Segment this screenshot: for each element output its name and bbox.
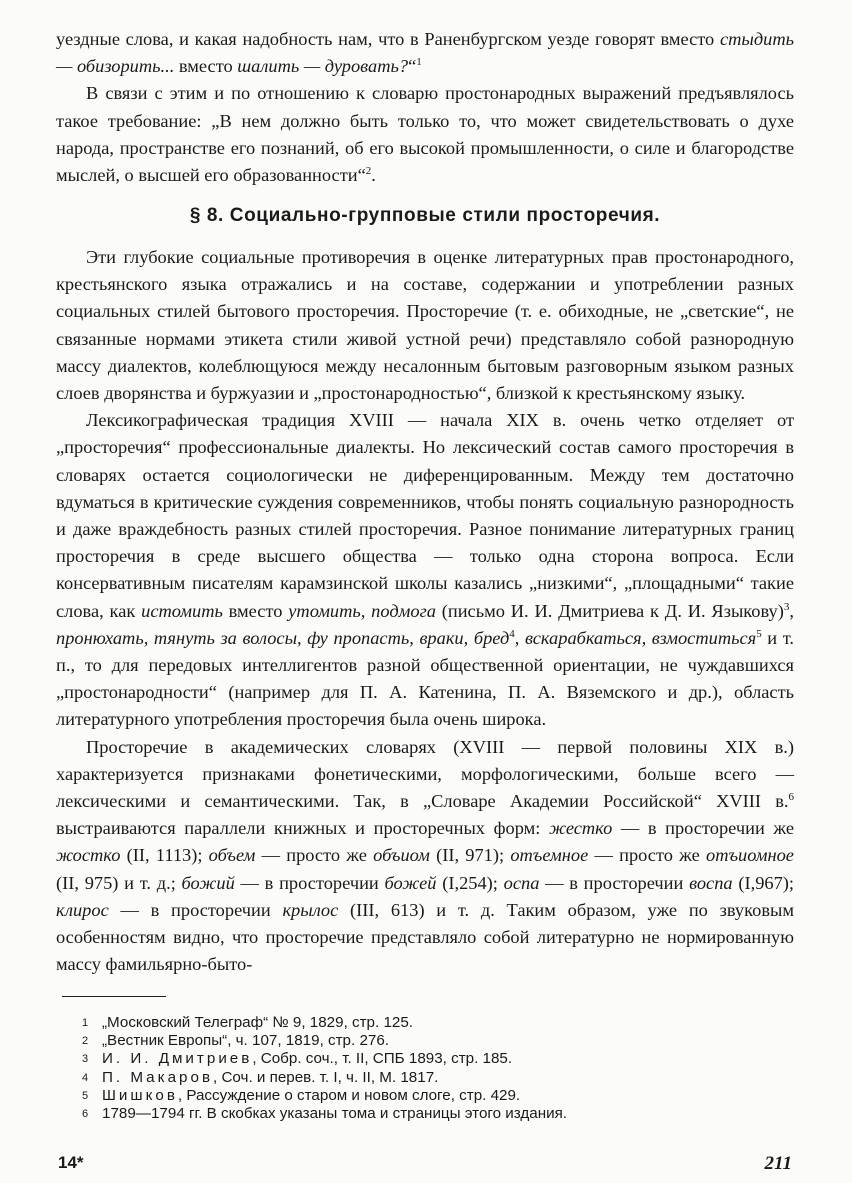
text-run: выстраиваются параллели книжных и просторечных форм: xyxy=(56,818,549,839)
footnote-number: 2 xyxy=(82,1035,89,1048)
text-run: вместо xyxy=(222,600,289,621)
footnote-text: , Соч. и перев. т. I, ч. II, М. 1817. xyxy=(213,1068,439,1086)
text-run: (II, 971); xyxy=(429,845,511,866)
paragraph-continuation xyxy=(56,26,794,80)
text-run: (II, 975) и т. д.; xyxy=(56,872,182,893)
text-run: (письмо И. И. Дмитриева к Д. И. Языкову) xyxy=(435,600,784,621)
text-run: , xyxy=(514,627,525,648)
page-number: 211 xyxy=(764,1153,792,1174)
footnote xyxy=(82,1050,782,1068)
paragraph-lexicographic-tradition xyxy=(56,407,794,733)
text-run: (II, 1113); xyxy=(120,845,209,866)
footnote-number: 6 xyxy=(82,1108,89,1121)
italic-word: крылос xyxy=(282,899,339,920)
printer-signature: 14* xyxy=(58,1153,84,1172)
footnote xyxy=(82,1105,782,1123)
text-run: (I,967); xyxy=(732,872,795,893)
italic-word: оспа xyxy=(503,872,540,893)
text-run: Лексикографическая традиция XVIII — начала XIX в. очень четко отделяет от „просторечия“ профессиональные диалекты. Но лексический состав самого просторечия в словарях остается социологически не диференцированным. Между тем достаточно вдуматься в критические суждения современников, чтобы понять социальную разнородность и даже враждебность разных стилей просторечия. Разное понимание литературных границ просторечия в среде высшего общества — только одна сторона вопроса. Если консервативным писателям карамзинской школы казались „низкими“, „площадными“ такие слова, как xyxy=(56,410,794,621)
italic-word: пронюхать, тянуть за волосы, фу пропасть, враки, бред xyxy=(56,627,510,648)
paragraph-academic-dictionaries xyxy=(56,734,794,979)
footnote-number: 5 xyxy=(82,1089,89,1102)
italic-word: божей xyxy=(384,872,437,893)
text-run: “ xyxy=(408,56,417,77)
text-run: — в просторечии xyxy=(108,899,283,920)
footnote-number: 1 xyxy=(82,1017,89,1029)
footnote-ref: 3 xyxy=(783,600,790,613)
text-run: В связи с этим и по отношению к словарю простонародных выражений предъявлялось такое требование: „В нем должно быть только то, что может свидетельствовать о духе народа, пространстве его познаний, об его высокой промышленности, о силе и благородстве мыслей, о высшей его образованности“ xyxy=(56,83,794,186)
italic-word: жостко xyxy=(56,845,121,866)
footnote xyxy=(82,1014,782,1032)
text-run: (III, 613) и т. д. Таким образом, уже по звуковым особенностям видно, что просторечие представляло собой литературно не нормированную массу фамильярно-быто- xyxy=(56,899,794,975)
footnote-author: И. И. Дмитриев xyxy=(102,1050,253,1068)
footnote-text: , Собр. соч., т. II, СПБ 1893, стр. 185. xyxy=(252,1050,513,1068)
text-run: . xyxy=(371,165,376,186)
footnote-ref: 5 xyxy=(756,627,762,640)
paragraph-requirement xyxy=(56,80,794,189)
text-run: вместо xyxy=(174,56,238,77)
text-run: уездные слова, и какая надобность нам, что в Раненбургском уезде говорят вместо xyxy=(56,29,720,49)
footnote xyxy=(82,1032,782,1050)
footnote xyxy=(82,1069,782,1087)
footnote-ref: 2 xyxy=(365,164,372,177)
text-run: — в просторечии же xyxy=(612,818,794,839)
text-run: — просто же xyxy=(588,845,707,866)
italic-word: вскарабкаться, взмоститься xyxy=(525,627,757,648)
text-run: — просто же xyxy=(255,845,374,866)
italic-word: шалить — дуровать? xyxy=(237,56,409,77)
italic-word: утомить, подмога xyxy=(288,600,436,621)
footnote-ref: 4 xyxy=(509,627,515,640)
footnotes xyxy=(82,1014,782,1123)
footnote-ref: 1 xyxy=(416,56,422,69)
italic-word: воспа xyxy=(689,872,733,893)
paragraph-social-contradictions: Эти глубокие социальные противоречия в оценке литературных прав простонародного, крестьянского языка отражались и на составе, содержании и употреблении разных социальных стилей бытового просторечия. Просторечие (т. е. обиходные, не „светские“, не связанные нормами этикета стили живой устной речи) представляло собой разнородную массу диалектов, колеблющуюся между несалонным бытовым разговорным языком разных слоев дворянства и буржуазии и „простонародностью“, близкой к крестьянскому языку. xyxy=(56,247,794,404)
italic-word: жестко xyxy=(548,818,613,839)
italic-word: объем xyxy=(208,845,256,866)
italic-word: стыдить — обизорить... xyxy=(56,29,794,77)
text-block-main xyxy=(56,244,794,978)
italic-word: отъемное xyxy=(510,845,589,866)
footnote-ref: 6 xyxy=(788,790,794,803)
italic-word: божий xyxy=(181,872,235,893)
footnote-divider xyxy=(62,996,166,997)
text-run: (I,254); xyxy=(436,872,504,893)
footnote-number: 4 xyxy=(82,1071,89,1084)
footnote-text: „Московский Телеграф“ № 9, 1829, стр. 125. xyxy=(102,1014,414,1031)
footnote-text: 1789—1794 гг. В скобках указаны тома и страницы этого издания. xyxy=(102,1105,568,1123)
italic-word: отъиомное xyxy=(706,845,794,866)
italic-word: истомить xyxy=(141,600,223,621)
text-run: и т. п., то для передовых интеллигентов разной общественной ориентации, не чуждавшихся „простонародности“ (например для П. А. Катенина, П. А. Вяземского и др.), область литературного употребления просторечия была очень широка. xyxy=(56,627,794,730)
text-run: , xyxy=(789,600,794,621)
text-run: — в просторечии xyxy=(539,872,690,893)
text-block-top xyxy=(56,26,794,189)
italic-word: объиом xyxy=(373,845,430,866)
text-run: — в просторечии xyxy=(234,872,385,893)
footnote xyxy=(82,1087,782,1105)
footnote-number: 3 xyxy=(82,1053,89,1066)
footnote-author: Шишков xyxy=(102,1086,178,1104)
footnote-author: П. Макаров xyxy=(102,1068,214,1086)
section-heading: § 8. Социально-групповые стили просторечия. xyxy=(189,205,661,226)
footnote-text: „Вестник Европы“, ч. 107, 1819, стр. 276. xyxy=(102,1032,389,1050)
footnote-text: , Рассуждение о старом и новом слоге, стр. 429. xyxy=(177,1086,521,1104)
text-run: Просторечие в академических словарях (XVIII — первой половины XIX в.) характеризуется признаками фонетическими, морфологическими, больше всего — лексическими и семантическими. Так, в „Словаре Академии Российской“ XVIII в. xyxy=(56,736,794,812)
italic-word: клирос xyxy=(56,899,109,920)
